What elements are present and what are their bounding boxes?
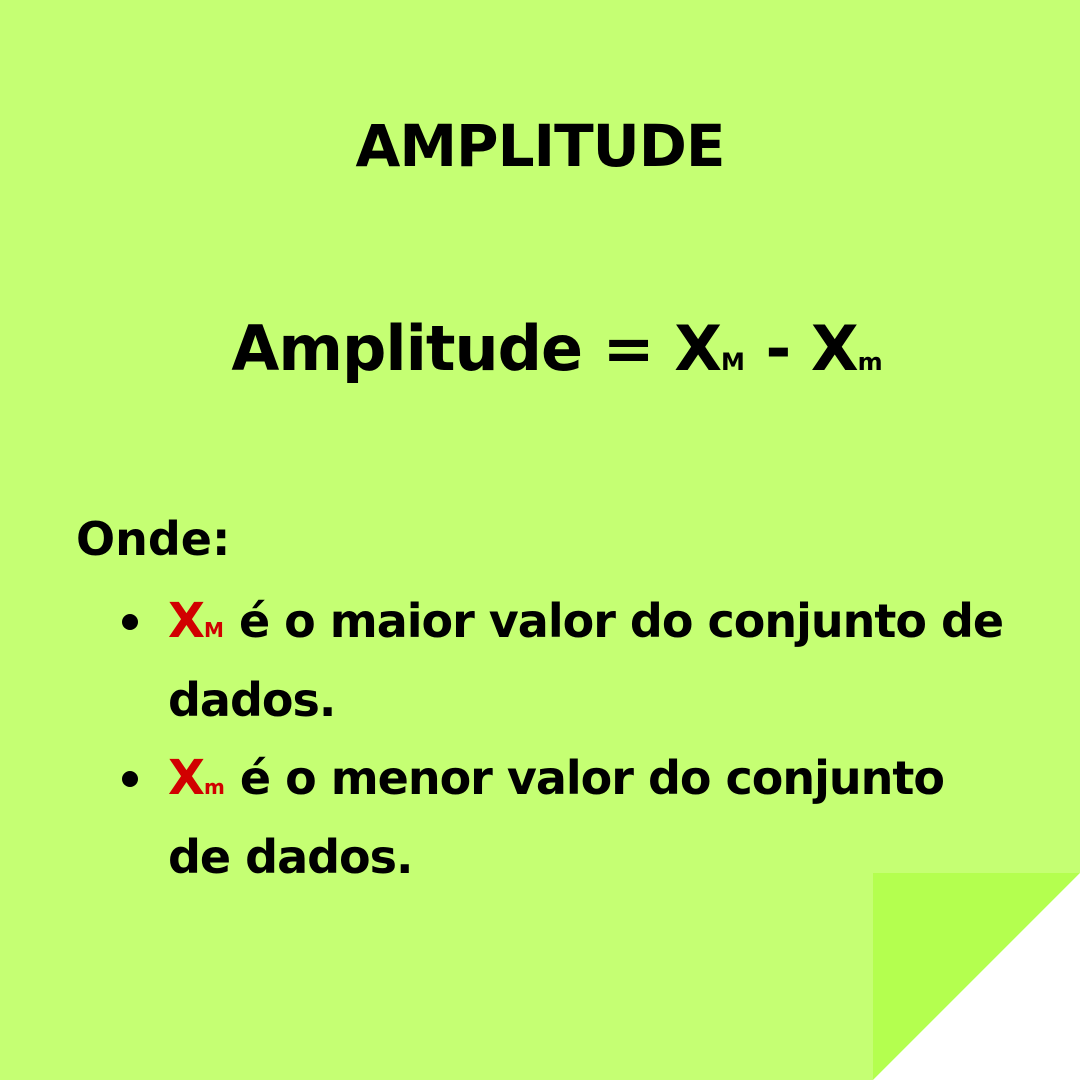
formula-var-min: Xm: [810, 312, 883, 385]
amplitude-formula: [0, 312, 1080, 385]
list-item: [116, 743, 1016, 892]
formula-minus: -: [765, 312, 791, 385]
variable-x-max: XM: [168, 593, 224, 649]
formula-equals: =: [602, 312, 654, 385]
where-label: Onde:: [76, 512, 231, 566]
bullet-icon: [122, 771, 138, 787]
variable-x-min: Xm: [168, 750, 225, 806]
formula-var-max: XM: [674, 312, 745, 385]
formula-sub-max: M: [721, 348, 745, 376]
definition-list: [116, 586, 1016, 900]
list-item-text: é o menor valor do conjunto de dados.: [168, 751, 945, 884]
list-item-text: é o maior valor do conjunto de dados.: [168, 594, 1004, 727]
list-item: [116, 586, 1016, 735]
formula-lhs: Amplitude: [231, 312, 583, 385]
bullet-icon: [122, 614, 138, 630]
page-title: AMPLITUDE: [355, 112, 725, 180]
formula-sub-min: m: [857, 348, 883, 376]
